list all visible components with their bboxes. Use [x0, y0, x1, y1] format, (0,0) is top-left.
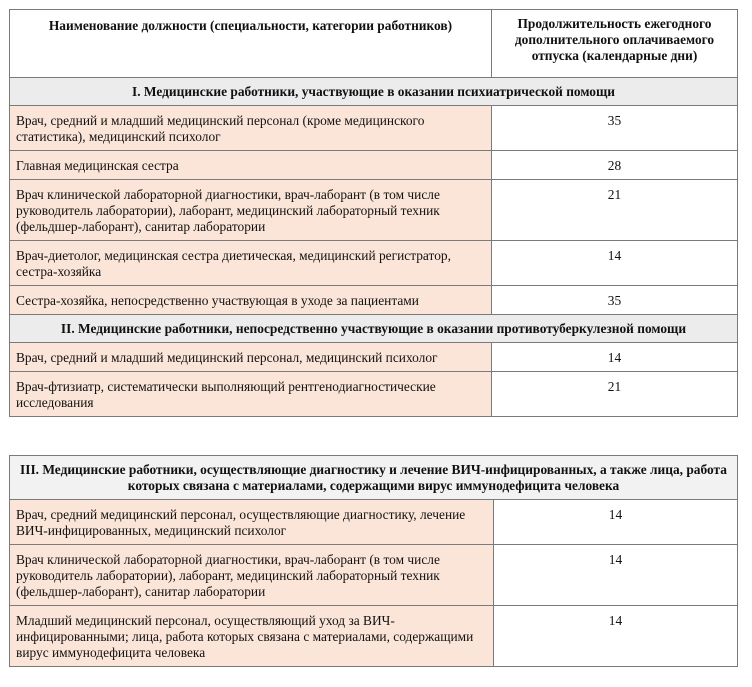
- table-header-row: [10, 10, 738, 78]
- vacation-table-hiv: [9, 455, 738, 667]
- vacation-days: 14: [492, 343, 738, 372]
- header-position: Наименование должности (специальности, категории работников): [10, 10, 492, 78]
- vacation-days: 14: [494, 606, 738, 667]
- table-row: [10, 180, 738, 241]
- position-name: Врач-диетолог, медицинская сестра диетическая, медицинский регистратор, сестра-хозяйка: [10, 241, 492, 286]
- section-row: [10, 315, 738, 343]
- position-name: Врач-фтизиатр, систематически выполняющий рентгенодиагностические исследования: [10, 372, 492, 417]
- section-row: [10, 78, 738, 106]
- vacation-days: 14: [492, 241, 738, 286]
- table-row: [10, 372, 738, 417]
- table-row: [10, 286, 738, 315]
- table-row: [10, 500, 738, 545]
- section-title: II. Медицинские работники, непосредственно участвующие в оказании противотуберкулезной помощи: [10, 315, 738, 343]
- vacation-days: 35: [492, 106, 738, 151]
- vacation-days: 28: [492, 151, 738, 180]
- position-name: Врач, средний медицинский персонал, осуществляющие диагностику, лечение ВИЧ-инфицированных, медицинский психолог: [10, 500, 494, 545]
- table-row: [10, 241, 738, 286]
- vacation-table-main: [9, 9, 738, 417]
- position-name: Младший медицинский персонал, осуществляющий уход за ВИЧ-инфицированными; лица, работа которых связана с материалами, содержащими вирус иммунодефицита человека: [10, 606, 494, 667]
- table-row: [10, 606, 738, 667]
- vacation-days: 14: [494, 500, 738, 545]
- position-name: Главная медицинская сестра: [10, 151, 492, 180]
- vacation-days: 35: [492, 286, 738, 315]
- section-row: [10, 456, 738, 500]
- section-title: I. Медицинские работники, участвующие в оказании психиатрической помощи: [10, 78, 738, 106]
- table-row: [10, 106, 738, 151]
- table-row: [10, 545, 738, 606]
- table-row: [10, 343, 738, 372]
- vacation-days: 21: [492, 372, 738, 417]
- vacation-days: 21: [492, 180, 738, 241]
- position-name: Врач, средний и младший медицинский персонал, медицинский психолог: [10, 343, 492, 372]
- position-name: Врач клинической лабораторной диагностики, врач-лаборант (в том числе руководитель лаборатории), лаборант, медицинский лабораторный техник (фельдшер-лаборант), санитар лаборатории: [10, 545, 494, 606]
- position-name: Сестра-хозяйка, непосредственно участвующая в уходе за пациентами: [10, 286, 492, 315]
- position-name: Врач, средний и младший медицинский персонал (кроме медицинского статистика), медицинский психолог: [10, 106, 492, 151]
- table-row: [10, 151, 738, 180]
- section-title: III. Медицинские работники, осуществляющие диагностику и лечение ВИЧ-инфицированных, а также лица, работа которых связана с материалами, содержащими вирус иммунодефицита человека: [10, 456, 738, 500]
- vacation-days: 14: [494, 545, 738, 606]
- position-name: Врач клинической лабораторной диагностики, врач-лаборант (в том числе руководитель лаборатории), лаборант, медицинский лабораторный техник (фельдшер-лаборант), санитар лаборатории: [10, 180, 492, 241]
- header-duration: Продолжительность ежегодного дополнительного оплачиваемого отпуска (календарные дни): [492, 10, 738, 78]
